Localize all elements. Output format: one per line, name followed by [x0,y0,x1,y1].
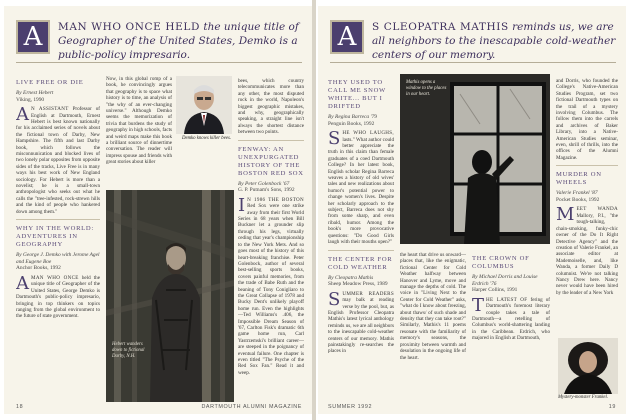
dropcap-letter: A [337,22,357,52]
dropcap-letter: A [23,22,43,52]
portrait-image [558,338,618,394]
mathis-photo [400,74,550,244]
header-deck-caps: S CLEOPATRA MATHIS [372,21,509,33]
left-column-3 [238,76,304,406]
lead-dropcap: T [472,294,485,316]
forest-portrait-image [106,190,234,402]
review-body [328,130,394,245]
review-title: LIVE FREE OR DIE [16,79,84,86]
hebert-photo [106,190,234,402]
divider [556,165,618,166]
left-page [4,6,312,414]
review-author: Valerie Frankel '87 [556,190,598,197]
binding-spine [312,0,316,420]
review-publisher: Harper Collins, 1991 [472,287,518,294]
review-publisher: G. P. Putnam's Sons, 1992 [238,187,295,194]
review-body [238,194,304,376]
header-deck-italic: reminds us, we are all neighbors to the inescapable cold-weather centers of our memory. [372,21,616,61]
right-page [318,6,626,414]
review-author: By George J. Demko with Jerome Agel and Eugene Boe [16,252,100,265]
issue-date: SUMMER 1992 [328,404,373,410]
frankel-photo [558,338,618,394]
review-title: THE CROWN OF COLUMBUS [472,255,530,270]
lead-dropcap: A [16,104,29,126]
review-publisher: Viking, 1990 [16,96,45,103]
header-dropcap [16,20,50,54]
review-text: may balk at reading verse by the pool, but, as English Professor Cleopatra Mathis's latest lyrical anthology reminds us, we are all neighbors to the inescapable cold-weather centers of our memory. Mathis painstakingly re-searches the places in [328,297,394,355]
lead-caps: MAN WHO ONCE [31,274,79,281]
review-body [556,206,618,296]
review-text: held the unique title of Geographer of the United States, George Demko is Dartmouth's public-policy impresario, bringing in top thinkers on topics ranging from the global environment to the future of state government. [16,274,100,320]
photo-caption: Demko knows killer bees. [182,136,232,141]
left-column-2 [106,74,172,194]
lead-caps: N ASSISTANT [31,106,69,113]
divider [238,140,304,141]
header-deck [372,20,616,62]
review-publisher: Anchor Books, 1992 [16,265,61,272]
header-deck-italic: the unique title of Geographer of the United States, Demko is a public-policy impresario. [58,21,299,61]
review-body [328,288,394,355]
review-author: By Michael Dorris and Louise Erdrich '76 [472,274,538,287]
review-publisher: Penguin Books, 1992 [328,120,375,127]
header-rule [16,62,302,63]
review-body [472,294,550,342]
review-text: bees, which country telecommunicates more than any other, the most disputed rock in the world, Napoleon's biggest geographic mistakes, and why, geographically speaking, a straight line isn't always the shortest distance between two points. [238,78,304,136]
review-text: fering of Dartmouth's foremost literary couple takes a tale of Dartmouth—a retelling of Columbus's world-shattering landing in the Caribbean. Erdrich, who majored in English at Dartmouth, [472,296,550,342]
lead-caps: EET WANDA [576,206,618,213]
review-body [16,106,100,215]
right-column-3 [556,76,618,336]
review-text: and Dorris, who founded the College's Native-American Studies Program, set two fictional Dartmouth types on the trail of a mystery involving Columbus. The follow them into the carrels and archives of Baker Library, into a Native-American Studies seminar, even, shrill of thrills, into the offices of the Alumni Magazine. [556,78,618,161]
review-text: lasts." What author could better appreciate the truth in this claim than female graduates of a coed Dartmouth College? In her latest book, English scholar Regina Barreca weaves a history of old wives' tales and new realizations about humor's potential power to change women's lives. Despite her scholarly approach to the subject, Barreca does not shy from some sharp, and even ribald, humor. Among the book's more provocative questions: "Do Good Girls laugh with their mouths open?" [328,136,394,246]
review-author: By Cleopatra Mathis [328,274,374,281]
review-title: WHY IN THE WORLD: ADVENTURES IN GEOGRAPHY [16,225,94,249]
lead-caps: HE WHO LAUGHS, [342,130,394,137]
review-author: By Peter Golenbock '67 [238,180,290,187]
review-title: THE CENTER FOR COLD WEATHER [328,255,393,271]
review-title: THEY USED TO CALL ME SNOW WHITE... BUT I DRIFTED [328,79,386,110]
lead-dropcap: S [328,128,341,150]
header-deck [58,20,302,62]
review-body [16,272,100,320]
lead-caps: HE LATEST OF [486,296,528,303]
left-column-1 [16,74,100,404]
right-column-1 [328,74,394,404]
page-number: 19 [608,404,616,410]
review-title: MURDER ON WHEELS [556,171,602,187]
header-deck-caps: MAN WHO ONCE HELD [58,21,200,33]
review-publisher: Pocket Books, 1992 [556,196,600,203]
header-rule [330,62,616,63]
review-text: Red Sox were one strike away from their first World Series in 68 years when Bill Buckner let a grounder slip through his legs, virtually ceding that year's championship to the New York Mets. And so goes most of the history of this heart-breaking franchise. Peter Golenbock, author of several best-selling sports books, covers painful memories, from the trade of Babe Ruth and the beaning of Tony Conigliaro to the Great Collapse of 1978 and Bucky Dent's unlikely playoff home run. Even the highlights—Ted Williams's .406, the Impossible Dream Season of '67, Carlton Fisk's dramatic 6th game home run, Carl Yastrzemski's brilliant career—are steeped in the poignancy of eventual failure. One chapter is even titled "The Psyche of the Red Sox Fan." Read it and weep. [238,203,304,376]
lead-dropcap: I [238,194,246,216]
page-number: 18 [16,404,24,410]
divider [328,250,394,251]
lead-caps: N 1986 THE BOSTON [247,196,304,203]
review-title: FENWAY: AN UNEXPURGATED HISTORY OF THE BOSTON RED SOX [238,145,304,177]
review-text: Mallory, P.I., "the tough-talking, chain-smoking, funky-chic owner of the Do It Right Detective Agency" and the creation of Valerie Frankel, an associate editor at Mademoiselle, and, like Wanda, a former Daily D columnist. We're not talking Nancy Drew here. Nancy never would have been hired by the leader of a New York [556,212,618,296]
review-author: By Ernest Hebert [16,90,54,96]
right-column-2 [400,250,466,400]
divider [16,219,100,220]
lead-caps: UMMER READERS [342,290,394,297]
lead-dropcap: A [16,272,29,294]
lead-dropcap: M [556,204,575,226]
lead-dropcap: S [328,288,341,310]
magazine-title: DARTMOUTH ALUMNI MAGAZINE [201,404,302,410]
review-author: By Regina Barreca '79 [328,114,378,120]
photo-caption: Mathis opens a window to the places in our heart. [406,80,447,97]
right-column-2b [472,250,550,400]
header-dropcap [330,20,364,54]
review-text: Professor of English at Dartmouth, Ernest Hebert is best known nationally for his acclaimed series of novels about the fictional town of Darby, New Hampshire. The fifth and last Darby book, which follows the misconnunication and blocked lives of two lonely polar opposites from opposite sides of the tracks, Live Free is in many ways his best work of New England sociology. For Hebert is more than a novelist; he is a small-town anthropologist who seeks out what he calls the "tree-infested, rock-strewn hills and the kind of people who hankered down among them." [16,106,100,215]
demko-photo [176,76,232,134]
photo-caption: Mystery-monster Frankel. [558,395,609,400]
review-text: Now, in this global romp of a book, he convincingly argues that geography is to space what history is to time, an analysis of "the why of an ever-changing universe." Although Demko seems the memorization of trivia that burdens the study of geography in high schools, facts and weird maps make this book a brilliant source of dinnertime conversation. The reader will impress spouse and friends with great stories about killer [106,76,172,166]
photo-caption: Hebert wanders down to fictional Darby, N.H. [112,342,145,359]
window-portrait-image [400,74,550,244]
review-publisher: Sheep Meadow Press, 1989 [328,281,388,288]
review-text: the heart that drive us onward—places that, like the enigmatic, fictional Center for Cold Weather halfway between Hanover and Lyme, move and manage the depths of cold. The voice in "Living Next to the Center for Cold Weather" asks, "what do I know about freezing, about thaws/ of such shade and density that they can take root?" Similarly, Mathis's 11 poems resonate with the familiarity of memory's seasons, the proximity between warmth and desolation in the ongoing life of the heart. [400,252,466,361]
portrait-image [176,76,232,134]
